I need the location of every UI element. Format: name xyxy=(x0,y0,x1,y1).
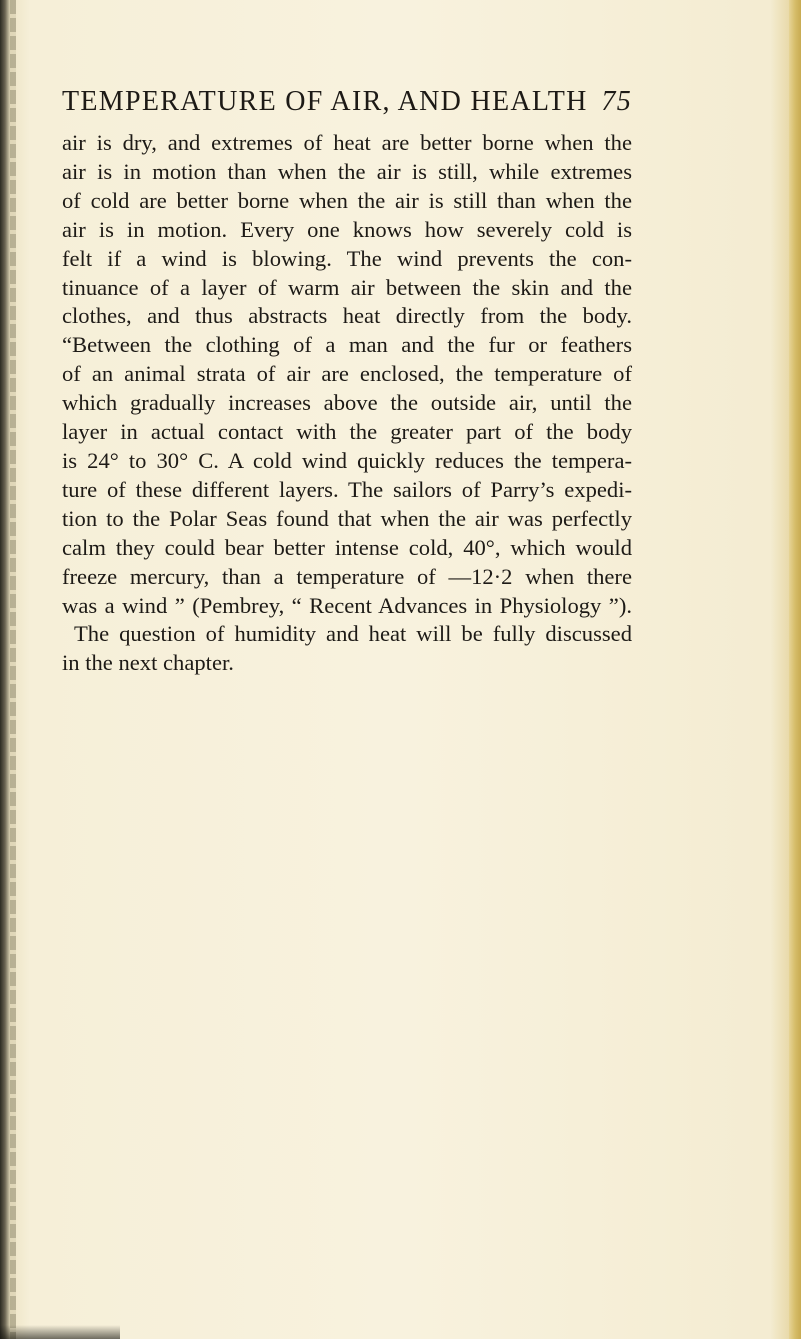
text-line: clothes, and thus abstracts heat directly from the body. xyxy=(62,303,632,329)
text-line: calm they could bear better intense cold, 40°, which would xyxy=(62,534,632,560)
text-line: which gradually increases above the outside air, until the xyxy=(62,390,632,416)
running-header xyxy=(62,86,632,120)
text-line: tion to the Polar Seas found that when the air was perfectly xyxy=(62,505,632,531)
text-line: ture of these different layers. The sailors of Parry’s expedi- xyxy=(62,476,632,502)
text-line: tinuance of a layer of warm air between the skin and the xyxy=(62,274,632,300)
binding-edge xyxy=(10,0,16,1339)
text-line: air is dry, and extremes of heat are better borne when the xyxy=(62,130,632,155)
text-line: felt if a wind is blowing. The wind prevents the con- xyxy=(62,245,632,271)
page-shadow xyxy=(0,1325,120,1339)
text-line: freeze mercury, than a temperature of —12·2 when there xyxy=(62,563,632,589)
paragraph-start-line: The question of humidity and heat will be fully discussed xyxy=(74,621,632,647)
text-line: air is in motion. Every one knows how severely cold is xyxy=(62,216,632,242)
binding-gutter xyxy=(0,0,10,1339)
text-line: air is in motion than when the air is still, while extremes xyxy=(62,158,632,184)
text-line: was a wind ” (Pembrey, “ Recent Advances in Physiology ”). xyxy=(62,592,632,618)
text-line: is 24° to 30° C. A cold wind quickly reduces the tempera- xyxy=(62,447,632,473)
page-number: 75 xyxy=(601,86,632,117)
text-line: of cold are better borne when the air is still than when the xyxy=(62,187,632,213)
running-title: TEMPERATURE OF AIR, AND HEALTH xyxy=(62,86,588,117)
body-text xyxy=(62,129,632,678)
text-line: of an animal strata of air are enclosed, the temperature of xyxy=(62,361,632,387)
text-line: in the next chapter. xyxy=(62,650,234,676)
text-line: “Between the clothing of a man and the fur or feathers xyxy=(62,332,632,358)
text-line: layer in actual contact with the greater part of the body xyxy=(62,419,632,445)
page-edge xyxy=(789,0,801,1339)
